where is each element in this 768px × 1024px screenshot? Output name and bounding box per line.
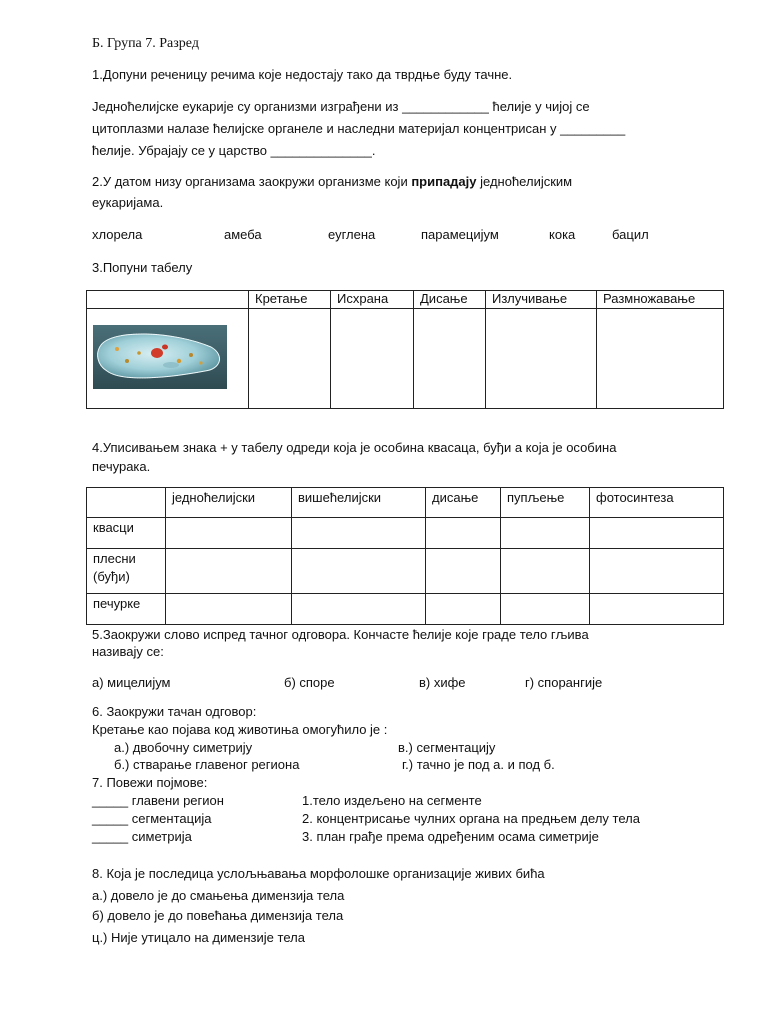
q1-line-3: ћелије. Убрајају се у царство ______________. xyxy=(92,143,376,158)
q5-option-a: а) мицелијум xyxy=(92,675,171,690)
q4-corner-cell xyxy=(87,488,166,518)
q3-corner-cell xyxy=(87,291,249,309)
q4-cell xyxy=(166,549,292,594)
q4-cell xyxy=(426,594,501,625)
q4-cell xyxy=(166,518,292,549)
q3-col-izlucivanje: Излучивање xyxy=(486,291,597,309)
q4-col-disanje: дисање xyxy=(426,488,501,518)
q2-line-2: еукаријама. xyxy=(92,195,164,210)
q4-row-plesni: плесни (буђи) xyxy=(87,549,166,594)
q2-emphasis: припадају xyxy=(411,174,477,189)
q5-option-v: в) хифе xyxy=(419,675,466,690)
q5-line-2: називају се: xyxy=(92,644,164,659)
q5-option-b: б) споре xyxy=(284,675,335,690)
q2-line-1-end: једноћелијским xyxy=(476,174,573,189)
q4-row-pecurke: печурке xyxy=(87,594,166,625)
q4-cell xyxy=(590,549,724,594)
q6-title: 6. Заокружи тачан одговор: xyxy=(92,704,257,719)
q6-option-a: а.) двобочну симетрију xyxy=(114,740,253,755)
organism-ameba: амеба xyxy=(224,227,262,242)
q3-cell-razmnozavanje xyxy=(597,309,724,409)
q6-option-g: г.) тачно је под а. и под б. xyxy=(402,757,555,772)
q3-table xyxy=(86,290,724,409)
q4-col-visecelijski: вишећелијски xyxy=(292,488,426,518)
q7-definition-3: 3. план грађе према одређеним осама симетрије xyxy=(302,829,599,844)
organism-koka: кока xyxy=(549,227,576,242)
q3-cell-disanje xyxy=(414,309,486,409)
q3-cell-kretanje xyxy=(249,309,331,409)
organism-paramecijum: парамецијум xyxy=(421,227,499,242)
q7-term-2: _____ сегментација xyxy=(92,811,212,826)
q5-option-g: г) спорангије xyxy=(525,675,603,690)
q4-line-2: печурака. xyxy=(92,459,151,474)
q4-cell xyxy=(292,549,426,594)
q4-row-kvasci: квасци xyxy=(87,518,166,549)
q3-cell-ishrana xyxy=(331,309,414,409)
q3-title: 3.Попуни табелу xyxy=(92,260,193,275)
worksheet-header: Б. Група 7. Разред xyxy=(92,36,199,51)
q6-question: Кретање као појава код животиња омогућило је : xyxy=(92,722,388,737)
q6-option-v: в.) сегментацију xyxy=(398,740,496,755)
q7-definition-2: 2. концентрисање чулних органа на предњем делу тела xyxy=(302,811,640,826)
q1-line-2: цитоплазми налазе ћелијске органеле и наследни материјал концентрисан у _________ xyxy=(92,121,626,136)
q4-table xyxy=(86,487,724,625)
q2-line-1 xyxy=(92,174,572,189)
q8-title: 8. Која је последица услољњавања морфолошке организације живих бића xyxy=(92,866,545,881)
q3-cell-izlucivanje xyxy=(486,309,597,409)
q8-option-b: б) довело је до повећања димензија тела xyxy=(92,908,344,923)
q4-col-pupljenje: пупљење xyxy=(501,488,590,518)
q1-line-1: Једноћелијске еукарије су организми изграђени из ____________ ћелије у чијој се xyxy=(92,99,590,114)
q4-cell xyxy=(590,594,724,625)
q4-cell xyxy=(501,594,590,625)
q3-image-cell xyxy=(87,309,249,409)
q7-title: 7. Повежи појмове: xyxy=(92,775,208,790)
q3-col-ishrana: Исхрана xyxy=(331,291,414,309)
q4-cell xyxy=(590,518,724,549)
q7-term-1: _____ главени регион xyxy=(92,793,224,808)
q4-cell xyxy=(426,518,501,549)
paramecium-image xyxy=(93,325,227,389)
organism-bacil: бацил xyxy=(612,227,649,242)
q4-col-fotosinteza: фотосинтеза xyxy=(590,488,724,518)
q5-line-1: 5.Заокружи слово испред тачног одговора. Кончасте ћелије које граде тело гљива xyxy=(92,627,589,642)
q2-line-1-text: 2.У датом низу организама заокружи организме који xyxy=(92,174,412,189)
q4-col-jednocelijski: једноћелијски xyxy=(166,488,292,518)
q4-cell xyxy=(166,594,292,625)
organism-euglena: еуглена xyxy=(328,227,376,242)
q8-option-c: ц.) Није утицало на димензије тела xyxy=(92,930,305,945)
q7-definition-1: 1.тело издељено на сегменте xyxy=(302,793,482,808)
q6-option-b: б.) стварање главеног региона xyxy=(114,757,300,772)
q4-cell xyxy=(501,518,590,549)
q3-col-disanje: Дисање xyxy=(414,291,486,309)
q4-line-1: 4.Уписивањем знака + у табелу одреди која је особина квасаца, буђи а која је особина xyxy=(92,440,617,455)
q4-cell xyxy=(292,518,426,549)
q3-col-kretanje: Кретање xyxy=(249,291,331,309)
q3-col-razmnozavanje: Размножавање xyxy=(597,291,724,309)
q1-title: 1.Допуни реченицу речима које недостају тако да тврдње буду тачне. xyxy=(92,67,513,82)
organism-hlorela: хлорела xyxy=(92,227,143,242)
q4-cell xyxy=(292,594,426,625)
q8-option-a: а.) довело је до смањења димензија тела xyxy=(92,888,345,903)
q7-term-3: _____ симетрија xyxy=(92,829,192,844)
q4-cell xyxy=(426,549,501,594)
q4-cell xyxy=(501,549,590,594)
